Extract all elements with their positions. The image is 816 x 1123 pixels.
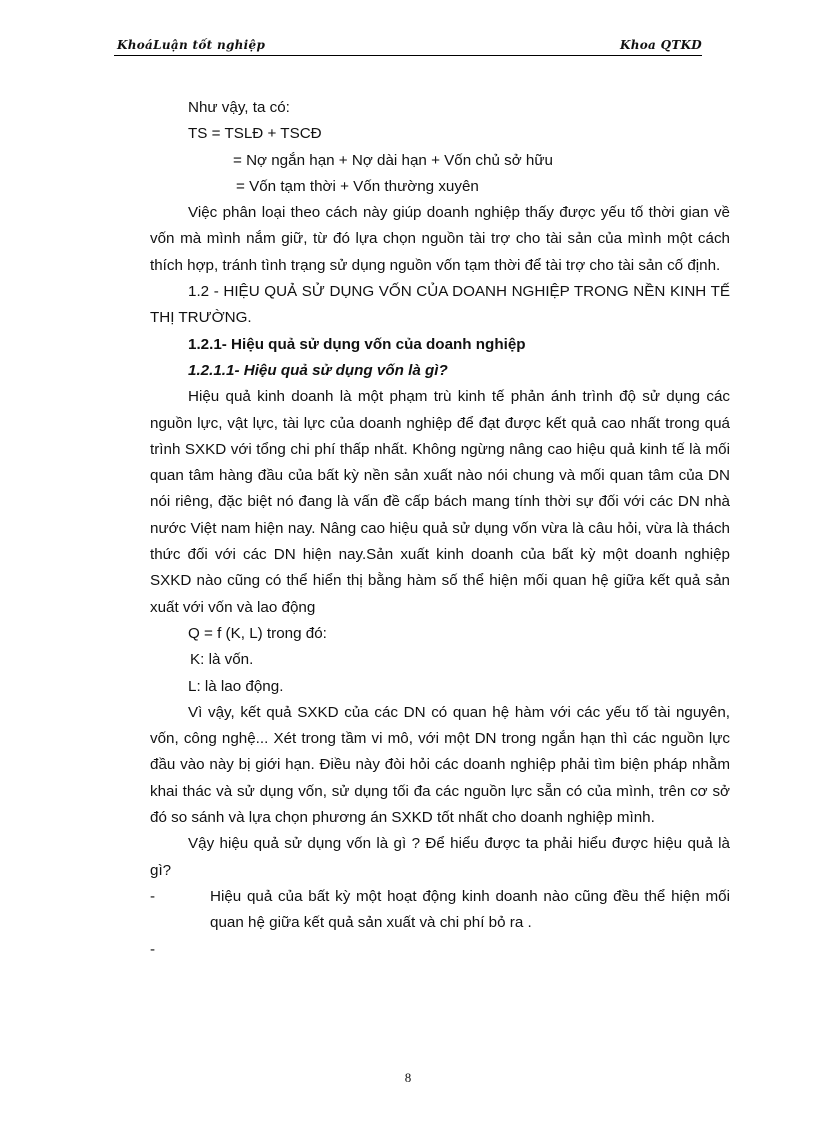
equation-line-2: = Nợ ngắn hạn + Nợ dài hạn + Vốn chủ sở hữu [233, 151, 553, 169]
paragraph-question: Vậy hiệu quả sử dụng vốn là gì ? Để hiểu được ta phải hiểu được hiệu quả là gì? [150, 835, 730, 879]
bullet-item-empty [150, 937, 730, 963]
paragraph-results: Vì vậy, kết quả SXKD của các DN có quan hệ hàm với các yếu tố tài nguyên, vốn, công nghệ... Xét trong tầm vi mô, với một DN trong ngắn hạn thì các nguồn lực đầu vào này bị giới hạn. Điều này đòi hỏi các doanh nghiệp phải tìm biện pháp nhằm khai thác và sử dụng vốn, sử dụng tối đa các nguồn lực sẵn có của mình, trên cơ sở đó so sánh và lựa chọn phương án SXKD tốt nhất cho doanh nghiệp mình. [150, 703, 730, 827]
section-heading-1-2: 1.2 - HIỆU QUẢ SỬ DỤNG VỐN CỦA DOANH NGHIỆP TRONG NỀN KINH TẾ THỊ TRƯỜNG. [150, 283, 730, 327]
paragraph-business-efficiency: Hiệu quả kinh doanh là một phạm trù kinh tế phản ánh trình độ sử dụng các nguồn lực, vật lực, tài lực của doanh nghiệp để đạt được kết quả cao nhất trong quá trình SXKD với tổng chi phí thấp nhất. Không ngừng nâng cao hiệu quả kinh tế là mối quan tâm hàng đầu của bất kỳ nền sản xuất nào nói chung và mối quan tâm của DN nói riêng, đặc biệt nó đang là vấn đề cấp bách mang tính thời sự đối với các DN nhà nước Việt nam hiện nay. Nâng cao hiệu quả sử dụng vốn vừa là câu hỏi, vừa là thách thức đối với các DN hiện nay.Sản xuất kinh doanh của bất kỳ một doanh nghiệp SXKD nào cũng có thể hiển thị bằng hàm số thể hiện mối quan hệ giữa kết quả sản xuất với vốn và lao động [150, 388, 730, 616]
header-rule [114, 55, 702, 56]
formula-l: L: là lao động. [188, 677, 284, 695]
equation-line-1: TS = TSLĐ + TSCĐ [188, 125, 322, 143]
page-body [150, 95, 730, 963]
page-number: 8 [404, 1070, 412, 1085]
header-right: Khoa QTKD [619, 38, 702, 52]
formula-k: K: là vốn. [190, 651, 254, 669]
equation-line-3: = Vốn tạm thời + Vốn thường xuyên [236, 177, 479, 195]
paragraph-classification: Việc phân loại theo cách này giúp doanh nghiệp thấy được yếu tố thời gian về vốn mà mình nắm giữ, từ đó lựa chọn nguồn tài trợ cho tài sản của mình một cách thích hợp, tránh tình trạng sử dụng nguồn vốn tạm thời để tài trợ cho tài sản cố định. [150, 204, 730, 274]
intro-line: Như vậy, ta có: [188, 99, 290, 116]
section-heading-1-2-1-1: 1.2.1.1- Hiệu quả sử dụng vốn là gì? [188, 361, 448, 379]
formula-line: Q = f (K, L) trong đó: [188, 624, 327, 642]
header-left: KhoáLuận tốt nghiệp [117, 38, 266, 52]
bullet-item [150, 884, 730, 937]
bullet-dash-2: - [150, 940, 156, 958]
bullet-text-empty [186, 937, 730, 963]
section-heading-1-2-1: 1.2.1- Hiệu quả sử dụng vốn của doanh nghiệp [188, 335, 526, 353]
bullet-text: Hiệu quả của bất kỳ một hoạt động kinh doanh nào cũng đều thể hiện mối quan hệ giữa kết quả sản xuất và chi phí bỏ ra . [210, 887, 730, 932]
bullet-dash: - [150, 887, 156, 905]
